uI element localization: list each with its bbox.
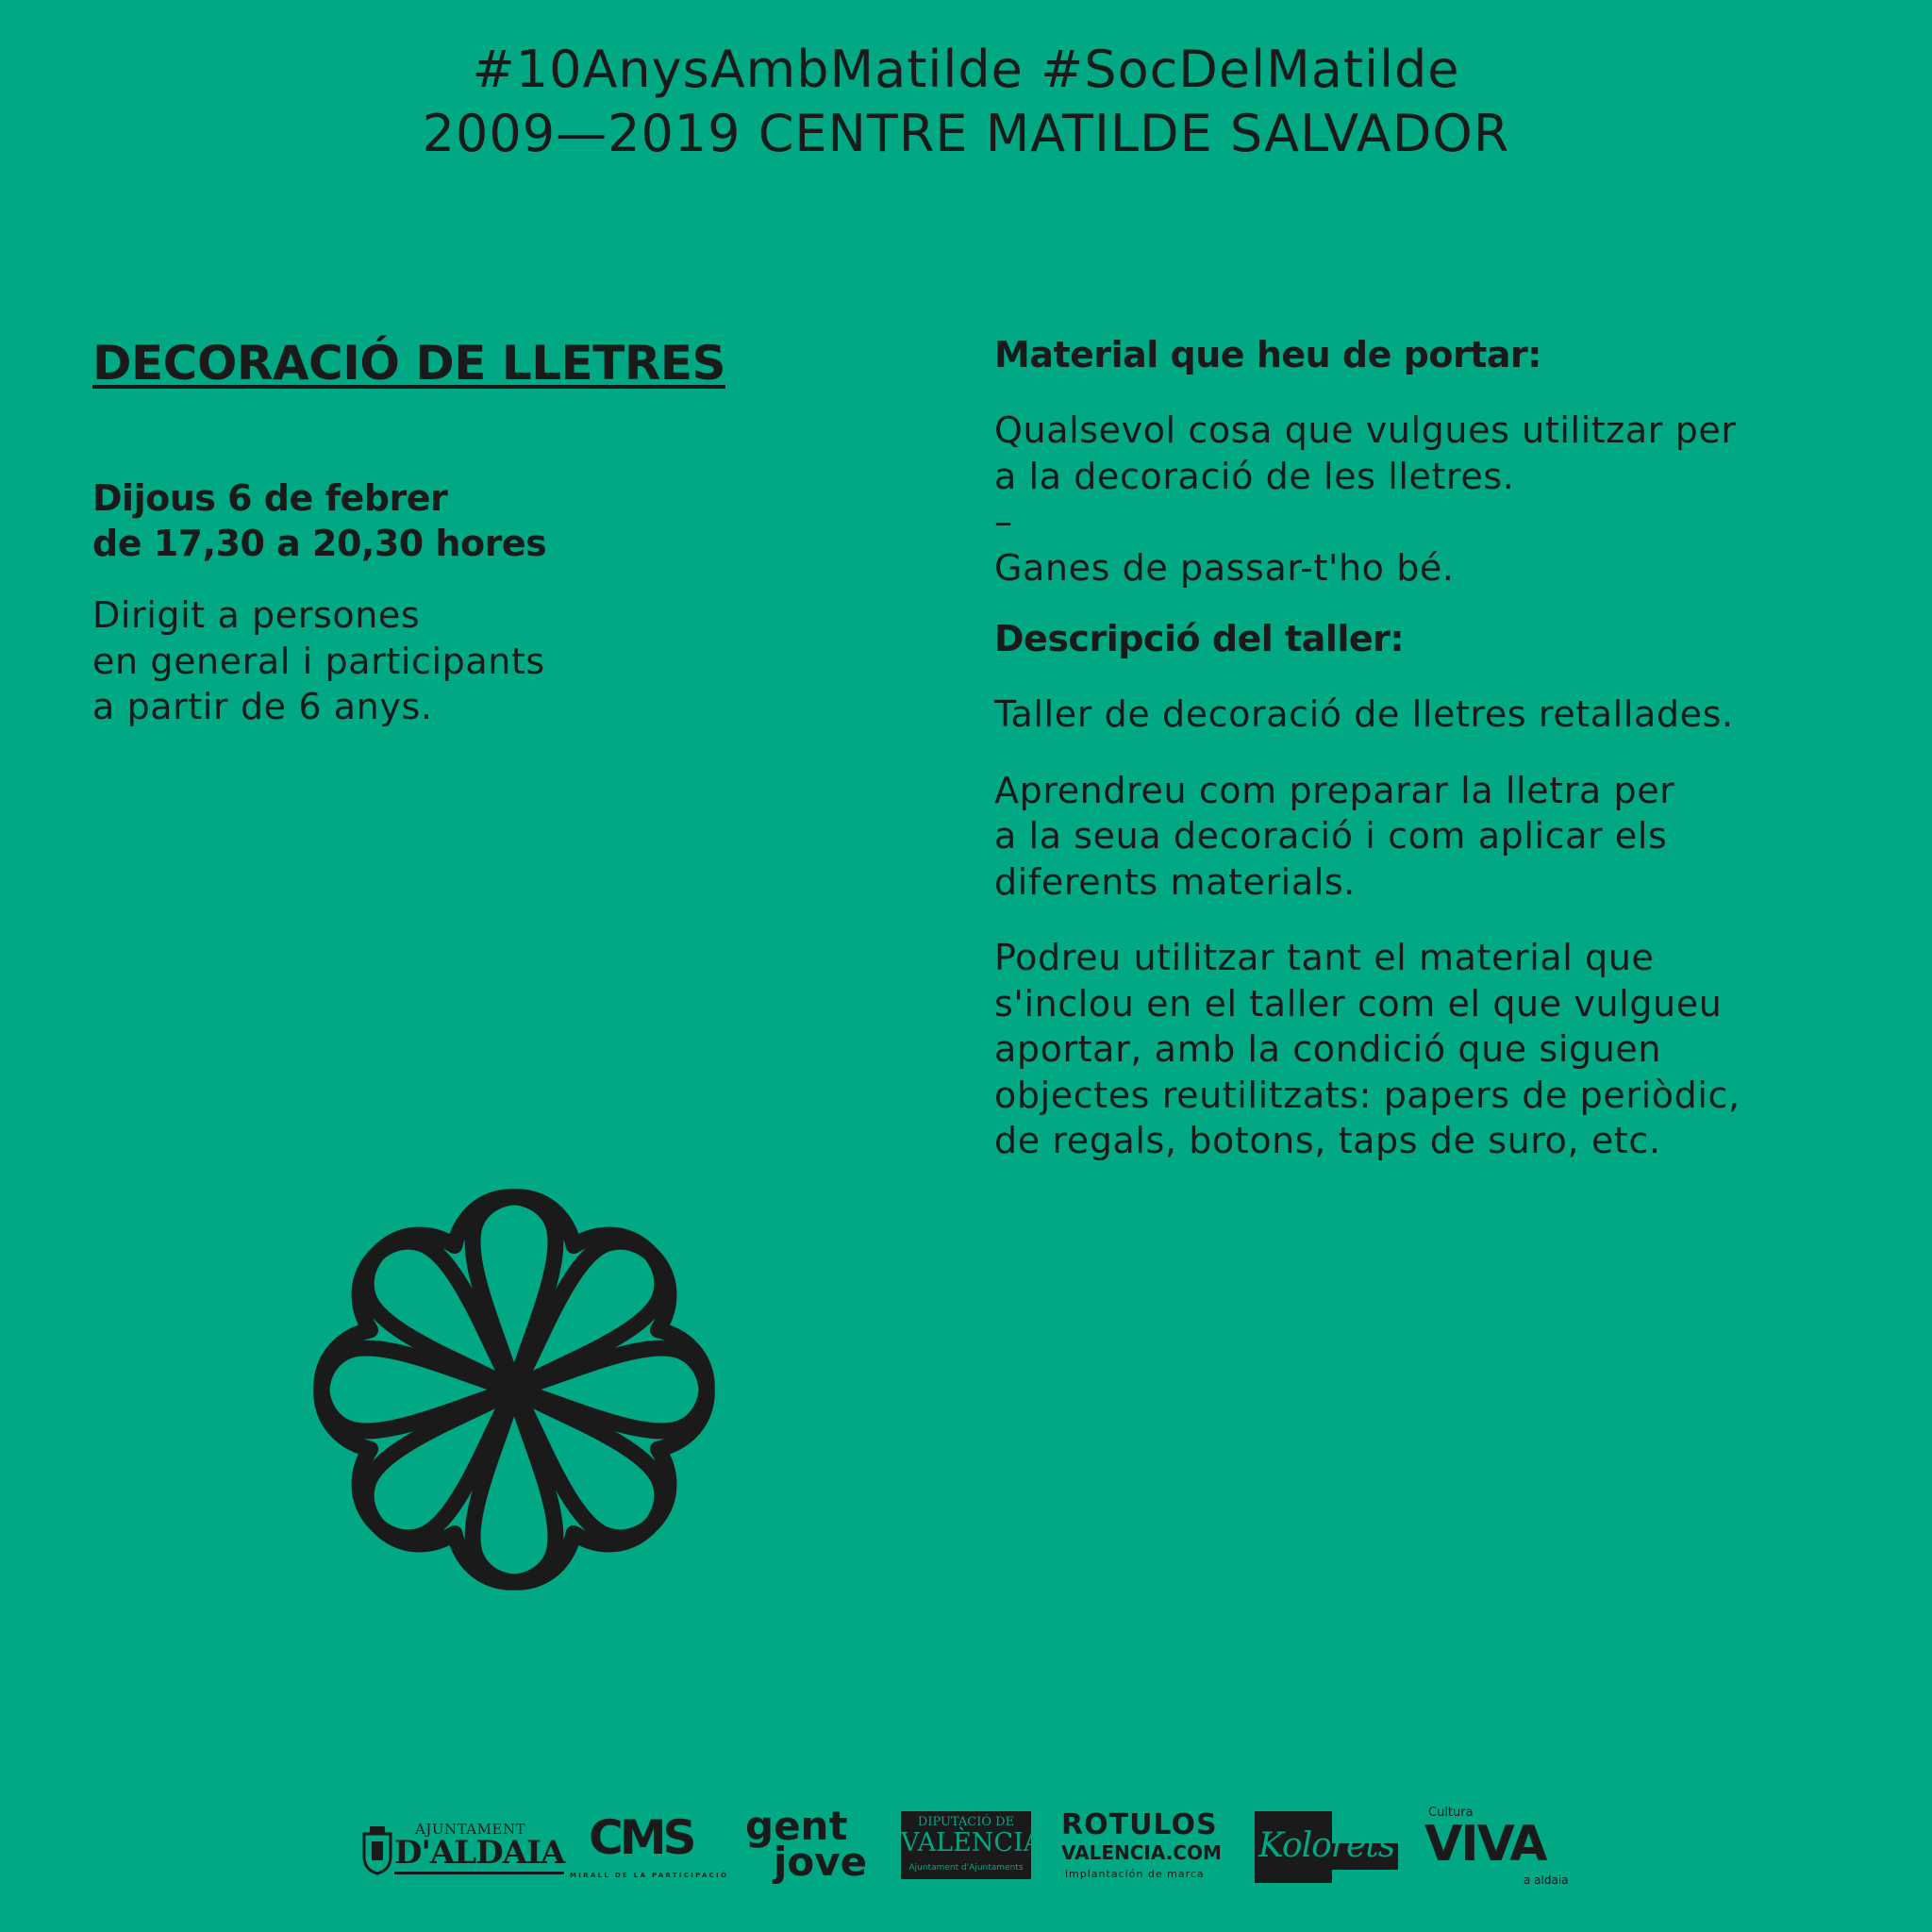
crest-icon — [360, 1824, 394, 1875]
material-line: a la decoració de les lletres. — [994, 455, 1515, 497]
logo-cms — [570, 1810, 729, 1890]
audience-line: en general i participants — [92, 640, 545, 682]
aldaia-top: AJUNTAMENT — [415, 1821, 526, 1838]
jove-line: jove — [774, 1839, 868, 1885]
description-paragraph — [994, 691, 1881, 738]
audience-line: Dirigit a persones — [92, 594, 421, 636]
aldaia-main: D'ALDAIA — [394, 1834, 564, 1874]
logo-ajuntament-aldaia — [360, 1821, 565, 1877]
description-paragraph — [994, 935, 1881, 1164]
logo-cultura-viva — [1424, 1806, 1575, 1892]
sponsor-logos — [358, 1800, 1575, 1894]
rotulos-line: ROTULOS — [1061, 1808, 1218, 1841]
material-dash: – — [994, 501, 1013, 542]
logo-rotulos-valencia — [1061, 1809, 1231, 1890]
event-audience — [92, 592, 941, 730]
event-title: DECORACIÓ DE LLETRES — [92, 336, 725, 391]
logo-kolorets — [1255, 1811, 1398, 1883]
description-paragraph — [994, 768, 1881, 906]
description-line: Aprendreu com preparar la lletra per — [994, 769, 1675, 811]
description-line: de regals, botons, taps de suro, etc. — [994, 1120, 1661, 1161]
description-line: objectes reutilitzats: papers de periòdic, — [994, 1074, 1740, 1116]
event-info — [92, 332, 941, 730]
rotulos-valencia: VALENCIA.COM — [1061, 1841, 1222, 1864]
gent-line: gent — [745, 1803, 848, 1849]
description-line: Taller de decoració de lletres retallades. — [994, 693, 1734, 735]
workshop-details — [994, 332, 1881, 1164]
cms-sub: MIRALL DE LA PARTICIPACIÓ — [570, 1872, 729, 1879]
description-line: s'inclou en el taller com el que vulgueu — [994, 982, 1723, 1024]
ajuntaments-line: Ajuntament d'Ajuntaments — [908, 1863, 1024, 1873]
header — [0, 38, 1932, 166]
flower-icon — [311, 1187, 717, 1592]
audience-line: a partir de 6 anys. — [92, 686, 433, 727]
material-line: Qualsevol cosa que vulgues utilitzar per — [994, 409, 1737, 451]
event-time-line: de 17,30 a 20,30 hores — [92, 523, 547, 564]
event-date-line: Dijous 6 de febrer — [92, 477, 448, 519]
rotulos-tagline: implantación de marca — [1065, 1868, 1205, 1880]
description-heading: Descripció del taller: — [994, 618, 1405, 659]
logo-gent-jove — [745, 1803, 877, 1894]
valencia-line: VALÈNCIA — [901, 1828, 1042, 1857]
hashtags: #10AnysAmbMatilde #SocDelMatilde — [472, 40, 1460, 99]
material-heading: Material que heu de portar: — [994, 334, 1541, 375]
diputacio-line: DIPUTACIÓ DE — [917, 1815, 1015, 1829]
material-line: Ganes de passar-t'ho bé. — [994, 546, 1455, 589]
viva-top: Cultura — [1428, 1806, 1474, 1820]
description-line: Podreu utilitzar tant el material que — [994, 937, 1655, 978]
logo-diputacio-valencia — [901, 1811, 1042, 1879]
material-list — [994, 408, 1881, 591]
header-subtitle: 2009—2019 CENTRE MATILDE SALVADOR — [422, 104, 1510, 163]
description-line: diferents materials. — [994, 860, 1356, 903]
description-line: aportar, amb la condició que siguen — [994, 1028, 1662, 1070]
description-line: a la seua decoració i com aplicar els — [994, 815, 1668, 857]
viva-sub: a aldaia — [1524, 1874, 1569, 1887]
event-date — [92, 475, 941, 566]
cms-main: CMS — [589, 1810, 693, 1865]
kolorets-text: Kolorets — [1258, 1826, 1395, 1865]
viva-main: VIVA — [1424, 1816, 1546, 1873]
